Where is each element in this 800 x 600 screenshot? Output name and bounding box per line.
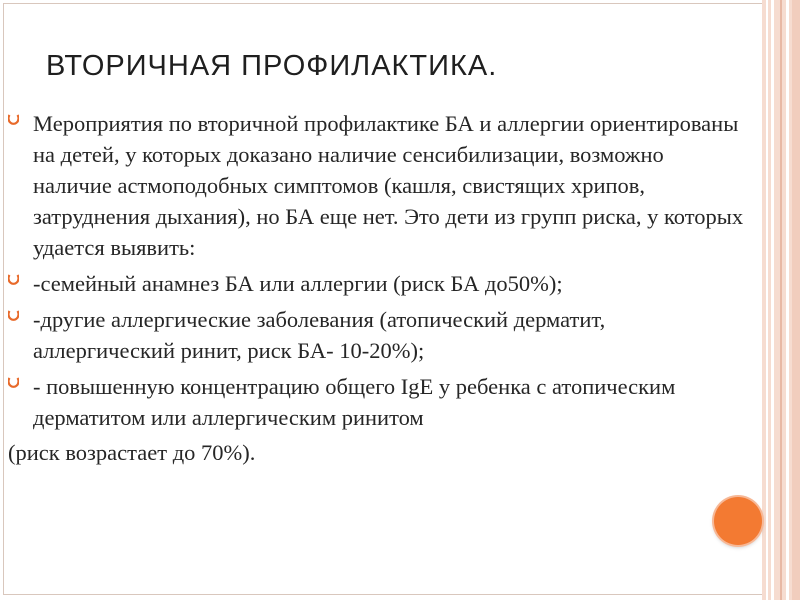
orange-ring-bullet-icon [8, 376, 19, 389]
decorative-stripe [780, 0, 782, 600]
orange-ring-bullet-icon [8, 113, 19, 126]
orange-circle-ornament [714, 497, 762, 545]
bullet-text: -семейный анамнез БА или аллергии (риск БА до50%); [33, 271, 563, 296]
orange-ring-bullet-icon [8, 309, 19, 322]
decorative-stripe [766, 0, 768, 600]
trailing-text: (риск возрастает до 70%). [8, 440, 256, 465]
bullet-item [8, 371, 748, 433]
decorative-stripe [771, 0, 774, 600]
bullet-text: Мероприятия по вторичной профилактике БА и аллергии ориентированы на детей, у которых доказано наличие сенсибилизации, возможно наличие астмоподобных симптомов (кашля, свистящих хрипов, затруднения дыхания), но БА еще нет. Это дети из групп риска, у которых удается выявить: [33, 111, 744, 260]
bullet-text: -другие аллергические заболевания (атопический дерматит, аллергический ринит, риск БА- 10-20%); [33, 307, 606, 363]
bullet-item [8, 268, 748, 299]
orange-ring-bullet-icon [8, 273, 19, 286]
slide-title: ВТОРИЧНАЯ ПРОФИЛАКТИКА. [46, 50, 498, 82]
decorative-stripe [786, 0, 789, 600]
bullet-item [8, 108, 748, 263]
bullet-text: - повышенную концентрацию общего IgE у ребенка с атопическим дерматитом или аллергическим ринитом [33, 374, 676, 430]
bullet-item [8, 304, 748, 366]
decorative-stripe [792, 0, 800, 600]
slide-body [8, 108, 748, 468]
